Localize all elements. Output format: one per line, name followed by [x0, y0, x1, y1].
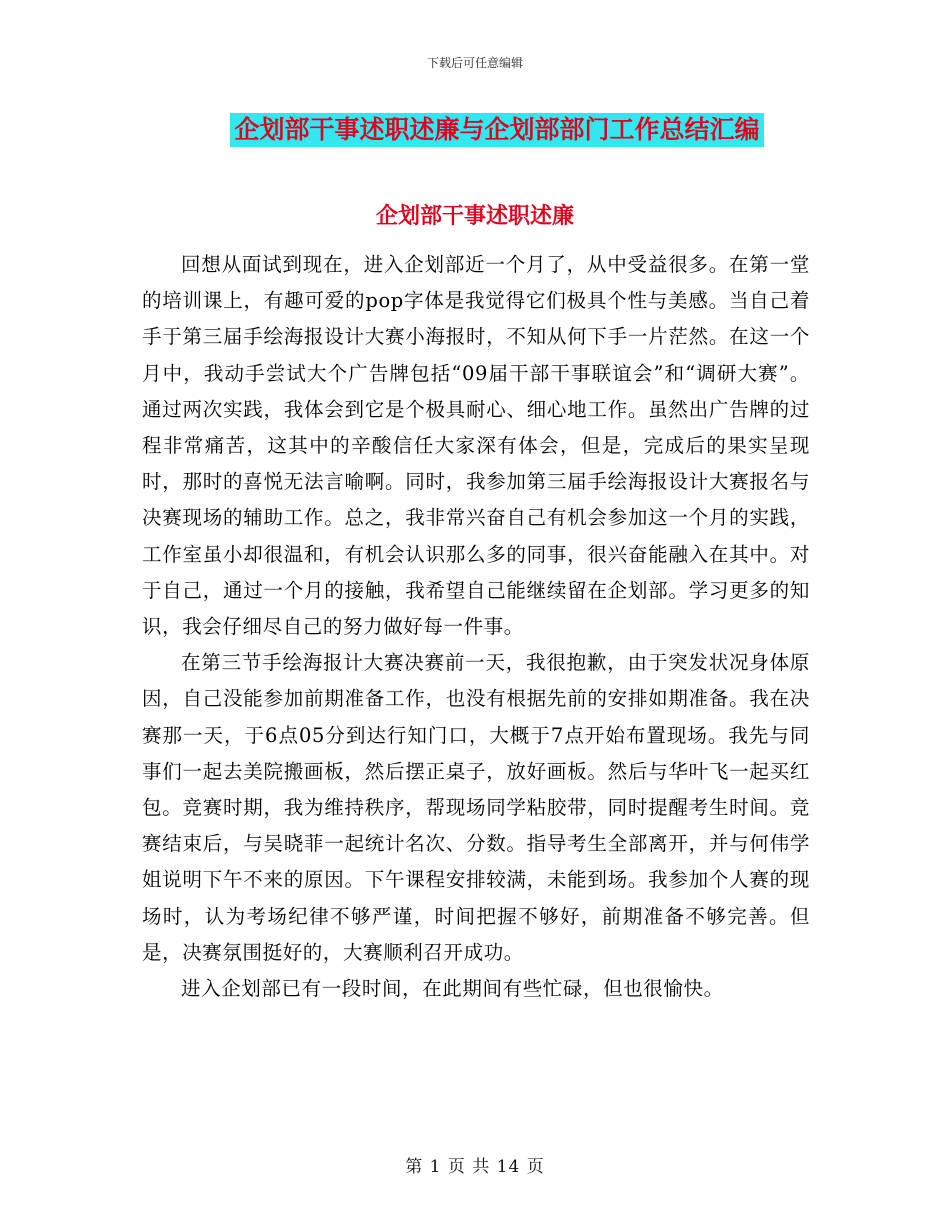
- document-body: [142, 247, 810, 1007]
- paragraph: 回想从面试到现在，进入企划部近一个月了，从中受益很多。在第一堂的培训课上，有趣可爱的pop字体是我觉得它们极具个性与美感。当自己着手于第三届手绘海报设计大赛小海报时，不知从何下手一片茫然。在这一个月中，我动手尝试大个广告牌包括“09届干部干事联谊会”和“调研大赛”。通过两次实践，我体会到它是个极具耐心、细心地工作。虽然出广告牌的过程非常痛苦，这其中的辛酸信任大家深有体会，但是，完成后的果实呈现时，那时的喜悦无法言喻啊。同时，我参加第三届手绘海报设计大赛报名与决赛现场的辅助工作。总之，我非常兴奋自己有机会参加这一个月的实践，工作室虽小却很温和，有机会认识那么多的同事，很兴奋能融入在其中。对于自己，通过一个月的接触，我希望自己能继续留在企划部。学习更多的知识，我会仔细尽自己的努力做好每一件事。: [142, 253, 810, 639]
- paragraph: 在第三节手绘海报计大赛决赛前一天，我很抱歉，由于突发状况身体原因，自己没能参加前期准备工作，也没有根据先前的安排如期准备。我在决赛那一天，于6点05分到达行知门口，大概于7点开始布置现场。我先与同事们一起去美院搬画板，然后摆正桌子，放好画板。然后与华叶飞一起买红包。竞赛时期，我为维持秩序，帮现场同学粘胶带，同时提醒考生时间。竞赛结束后，与吴晓菲一起统计名次、分数。指导考生全部离开，并与何伟学姐说明下午不来的原因。下午课程安排较满，未能到场。我参加个人赛的现场时，认为考场纪律不够严谨，时间把握不够好，前期准备不够完善。但是，决赛氛围挺好的，大赛顺利召开成功。: [142, 651, 810, 964]
- header-note: 下载后可任意编辑: [426, 56, 523, 70]
- section-title: 企划部干事述职述廉: [375, 204, 574, 229]
- document-title: 企划部干事述职述廉与企划部部门工作总结汇编: [230, 113, 763, 147]
- main-title-container: [0, 113, 950, 147]
- paragraph: 进入企划部已有一段时间，在此期间有些忙碌，但也很愉快。: [181, 977, 724, 1001]
- page-footer: 第 1 页 共 14 页: [405, 1157, 545, 1177]
